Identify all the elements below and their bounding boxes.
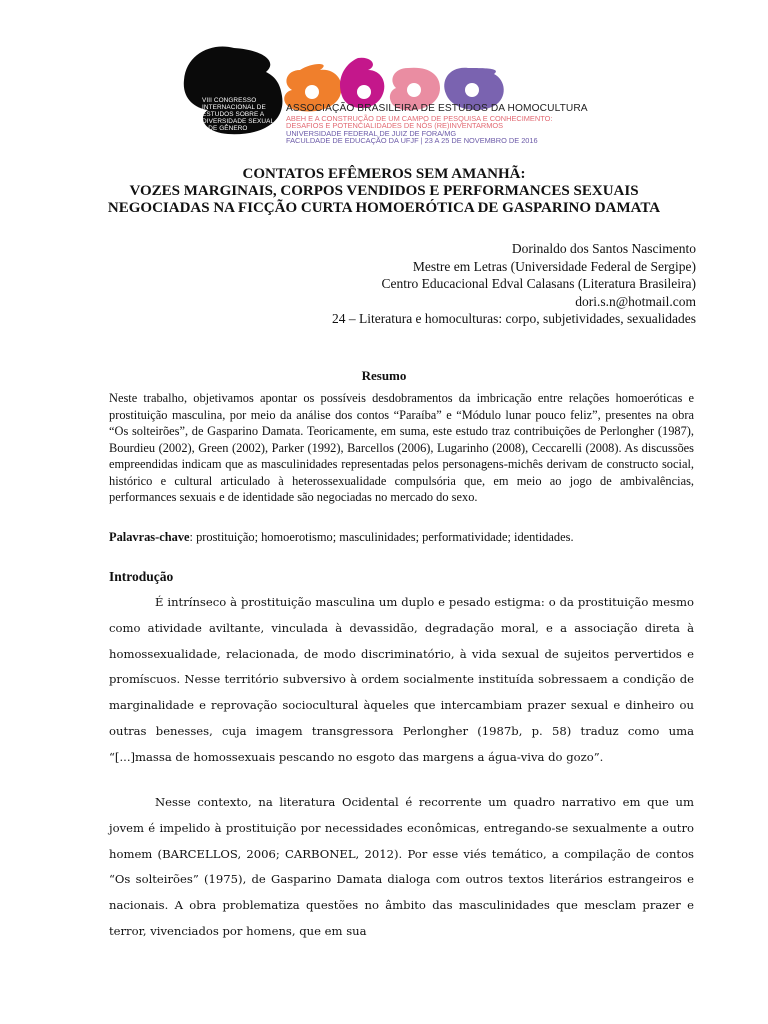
abstract-text: Neste trabalho, objetivamos apontar os possíveis desdobramentos da imbricação entre relações homoeróticas e prostituição masculina, por meio da análise dos contos “Paraíba” e “Módulo lunar pouco feliz”, presentes na obra “Os solteirões”, de Gasparino Damata. Teoricamente, em suma, este estudo traz contribuições de Perlongher (1987), Bourdieu (2002), Green (2002), Parker (1992), Barcellos (2006), Lugarinho (2008), Ceccarelli (2008). As discussões empreendidas indicam que as masculinidades representadas pelos personagens-michês derivam de constructo social, histórico e cultural articulado à heterossexualidade compulsória que, em meio ao jogo de ambivalências, performances sexuais e de identidade são negociadas no mercado do sexo. (109, 391, 694, 504)
venue-1: UNIVERSIDADE FEDERAL DE JUIZ DE FORA/MG (286, 129, 457, 138)
tagline-1: ABEH E A CONSTRUÇÃO DE UM CAMPO DE PESQUISA E CONHECIMENTO: (286, 114, 553, 123)
keywords-list: : prostituição; homoerotismo; masculinidades; performatividade; identidades. (189, 530, 574, 544)
author-name: Dorinaldo dos Santos Nascimento (511, 241, 696, 256)
author-institution: Centro Educacional Edval Calasans (Literatura Brasileira) (381, 276, 696, 292)
association-name: ASSOCIAÇÃO BRASILEIRA DE ESTUDOS DA HOMOCULTURA (286, 103, 588, 114)
keywords (109, 529, 694, 545)
tagline-2: DESAFIOS E POTENCIALIDADES DE NÓS (RE)INVENTARMOS (286, 121, 504, 130)
session-topic: 24 – Literatura e homoculturas: corpo, subjetividades, sexualidades (331, 311, 696, 327)
title-line-2: VOZES MARGINAIS, CORPOS VENDIDOS E PERFORMANCES SEXUAIS (129, 183, 639, 199)
paragraph-2-text: Nesse contexto, na literatura Ocidental é recorrente um quadro narrativo em que um jovem é impelido à prostituição por necessidades econômicas, entregando-se sexualmente a outro homem (BARCELLOS, 2006; CARBONEL, 2012). Por esse viés temático, a compilação de contos “Os solteirões” (1975), de Gasparino Damata dialoga com outros textos literários estrangeiros e nacionais. A obra problematiza questões no âmbito das masculinidades que mesclam prazer e terror, vivenciados por homens, que em sua (109, 795, 694, 938)
keywords-label: Palavras-chave (109, 530, 190, 544)
author-block (332, 240, 696, 328)
author-email: dori.s.n@hotmail.com (575, 293, 696, 309)
venue-2: FACULDADE DE EDUCAÇÃO DA UFJF | 23 A 25 DE NOVEMBRO DE 2016 (286, 136, 538, 145)
title-line-1: CONTATOS EFÊMEROS SEM AMANHÃ: (242, 166, 526, 182)
congress-name: VIII CONGRESSO INTERNACIONAL DE ESTUDOS SOBRE A DIVERSIDADE SEXUAL E DE GÊNERO (202, 97, 274, 132)
author-degree: Mestre em Letras (Universidade Federal de Sergipe) (412, 258, 696, 274)
title-line-3: NEGOCIADAS NA FICÇÃO CURTA HOMOERÓTICA DE GASPARINO DAMATA (107, 200, 661, 216)
abstract-heading: Resumo (361, 368, 407, 383)
paragraph-2 (109, 790, 694, 945)
paragraph-1 (109, 590, 694, 771)
congress-logo (182, 40, 642, 150)
paragraph-1-text: É intrínseco à prostituição masculina um duplo e pesado estigma: o da prostituição mesmo como atividade aviltante, vinculada à devassidão, degradação moral, e a associação direta à homossexualidade, relacionada, de modo discriminatório, à vida sexual de sujeitos pervertidos e promíscuos. Nesse território subversivo à ordem socialmente instituída sobressaem a condição de marginalidade e reprovação sociocultural àqueles que intercambiam prazer sexual e dinheiro ou outras benesses, cuja imagem transgressora Perlongher (1987b, p. 58) traduz como uma “[...]massa de homossexuais pescando no esgoto das margens a água-viva do gozo”. (109, 595, 694, 764)
introduction-heading: Introdução (109, 569, 174, 584)
